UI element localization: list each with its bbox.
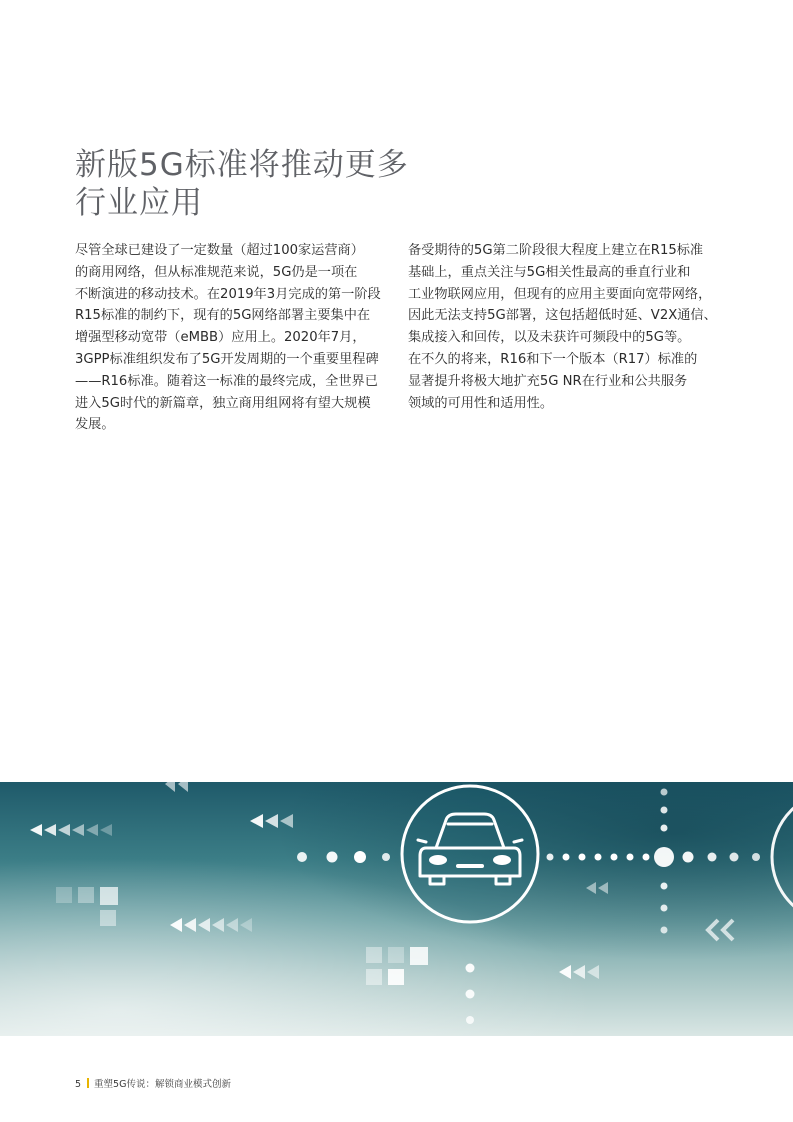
body-line: ——R16标准。随着这一标准的最终完成，全世界已 xyxy=(75,373,378,389)
body-line: 领域的可用性和适用性。 xyxy=(408,395,554,411)
body-column-left xyxy=(75,240,395,436)
page-number: 5 xyxy=(75,1079,82,1090)
body-line: 发展。 xyxy=(75,417,115,433)
body-line: 尽管全球已建设了一定数量（超过100家运营商） xyxy=(75,243,364,258)
body-line: R15标准的制约下，现有的5G网络部署主要集中在 xyxy=(75,308,371,324)
body-line: 基础上，重点关注与5G相关性最高的垂直行业和 xyxy=(408,264,691,280)
title-line-2: 行业应用 xyxy=(75,185,203,221)
body-line: 进入5G时代的新篇章，独立商用组网将有望大规模 xyxy=(75,395,371,411)
body-line: 备受期待的5G第二阶段很大程度上建立在R15标准 xyxy=(408,243,704,258)
page-title xyxy=(75,146,409,222)
body-line: 工业物联网应用，但现有的应用主要面向宽带网络， xyxy=(408,286,712,302)
body-line: 因此无法支持5G部署，这包括超低时延、V2X通信、 xyxy=(408,308,717,324)
banner-illustration xyxy=(0,782,793,1036)
body-line: 的商用网络，但从标准规范来说，5G仍是一项在 xyxy=(75,264,358,280)
connected-car-banner-image xyxy=(0,782,793,1036)
body-line: 3GPP标准组织发布了5G开发周期的一个重要里程碑 xyxy=(75,351,379,367)
body-line: 不断演进的移动技术。在2019年3月完成的第一阶段 xyxy=(75,286,381,302)
title-line-1: 新版5G标准将推动更多 xyxy=(75,147,409,183)
car-icon xyxy=(402,786,538,922)
page-footer xyxy=(75,1078,231,1092)
body-column-right xyxy=(408,240,728,414)
footer-divider xyxy=(87,1078,89,1088)
body-line: 在不久的将来，R16和下一个版本（R17）标准的 xyxy=(408,351,698,367)
body-line: 集成接入和回传，以及未获许可频段中的5G等。 xyxy=(408,330,691,346)
body-line: 显著提升将极大地扩充5G NR在行业和公共服务 xyxy=(408,373,688,389)
body-line: 增强型移动宽带（eMBB）应用上。2020年7月， xyxy=(75,330,366,346)
publication-title: 重塑5G传说：解锁商业模式创新 xyxy=(94,1079,231,1090)
